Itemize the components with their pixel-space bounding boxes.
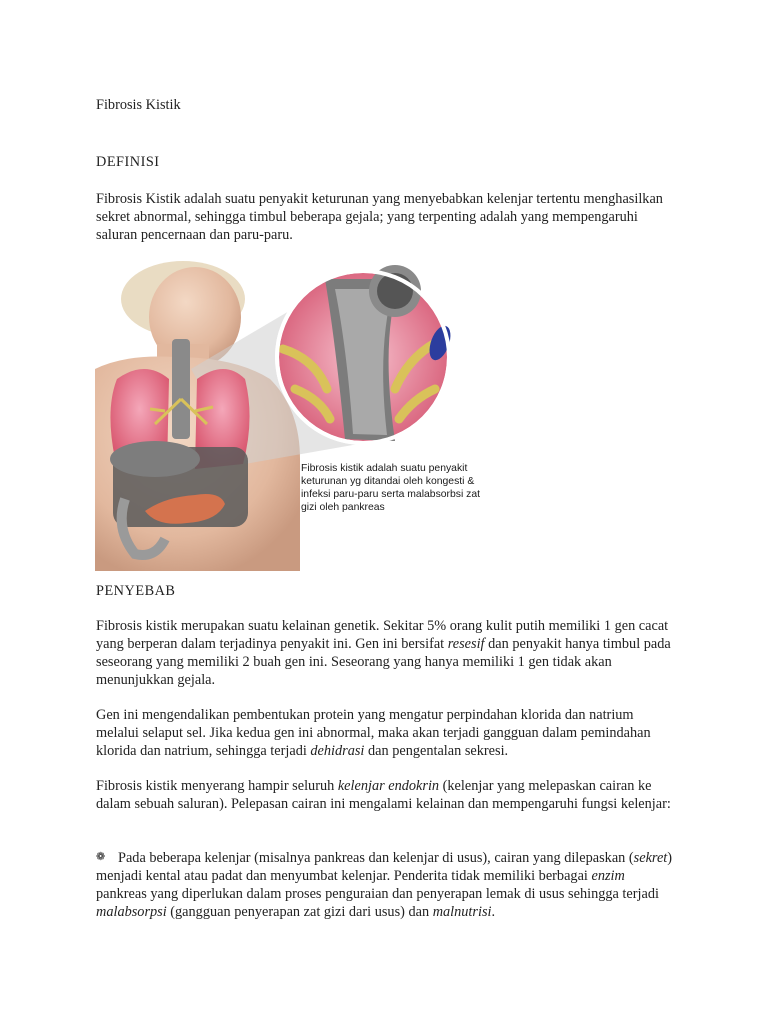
figure-caption: Fibrosis kistik adalah suatu penyakit keturunan yg ditandai oleh kongesti & infeksi paru-paru serta malabsorbsi zat gizi oleh pankreas bbox=[301, 463, 481, 513]
cause-paragraph-3 bbox=[96, 777, 676, 813]
bullet-text-d: (gangguan penyerapan zat gizi dari usus) dan bbox=[166, 904, 433, 920]
para3-text-b: (kelenjar yang melepaskan cairan ke dalam sebuah saluran). Pelepasan cairan ini mengalami kelainan dan mempengaruhi fungsi kelenjar: bbox=[96, 778, 671, 812]
cystic-fibrosis-illustration bbox=[95, 259, 485, 571]
definition-heading: DEFINISI bbox=[96, 154, 160, 170]
bullet-text-e: . bbox=[491, 904, 496, 920]
term-malnutrisi: malnutrisi bbox=[432, 904, 492, 920]
term-dehidrasi: dehidrasi bbox=[310, 743, 365, 759]
definition-body: Fibrosis Kistik adalah suatu penyakit keturunan yang menyebabkan kelenjar tertentu menghasilkan sekret abnormal, sehingga timbul beberapa gejala; yang terpenting adalah yang mempengaruhi saluran pencernaan dan paru-paru. bbox=[96, 191, 663, 243]
cause-paragraph-2 bbox=[96, 706, 676, 760]
illustration-svg bbox=[95, 259, 485, 571]
term-malabsorpsi: malabsorpsi bbox=[96, 904, 167, 920]
document-title: Fibrosis Kistik bbox=[96, 97, 181, 113]
para1-text-b: dan penyakit hanya timbul pada seseorang yang memiliki 2 buah gen ini. Seseorang yang hanya memiliki 1 gen tidak akan menunjukkan gejala. bbox=[96, 636, 671, 688]
term-kelenjar-endokrin: kelenjar endokrin bbox=[337, 778, 440, 794]
bullet-text-c: pankreas yang diperlukan dalam proses penguraian dan penyerapan lemak di usus sehingga terjadi bbox=[96, 886, 659, 902]
cause-paragraph-1 bbox=[96, 617, 676, 689]
para2-text-a: Gen ini mengendalikan pembentukan protein yang mengatur perpindahan klorida dan natrium melalui selaput sel. Jika kedua gen ini abnormal, maka akan terjadi gangguan dalam pemindahan klorida dan natrium, sehingga terjadi bbox=[96, 707, 651, 759]
bullet-item bbox=[96, 848, 676, 921]
bullet-text-a: Pada beberapa kelenjar (misalnya pankreas dan kelenjar di usus), cairan yang dilepaskan ( bbox=[118, 850, 634, 866]
bullet-text-b: ) menjadi kental atau padat dan menyumbat kelenjar. Penderita tidak memiliki berbagai bbox=[96, 850, 673, 884]
flower-bullet-icon: ❁ bbox=[96, 851, 106, 863]
term-sekret: sekret bbox=[633, 850, 668, 866]
para1-text-a: Fibrosis kistik merupakan suatu kelainan genetik. Sekitar 5% orang kulit putih memiliki 1 gen cacat yang berperan dalam terjadinya penyakit ini. Gen ini bersifat bbox=[96, 618, 669, 652]
trachea bbox=[172, 339, 190, 439]
term-enzim: enzim bbox=[591, 868, 625, 884]
term-resesif: resesif bbox=[447, 636, 485, 652]
para2-text-b: dan pengentalan sekresi. bbox=[364, 743, 509, 759]
cause-heading: PENYEBAB bbox=[96, 583, 176, 599]
para3-text-a: Fibrosis kistik menyerang hampir seluruh bbox=[96, 778, 338, 794]
